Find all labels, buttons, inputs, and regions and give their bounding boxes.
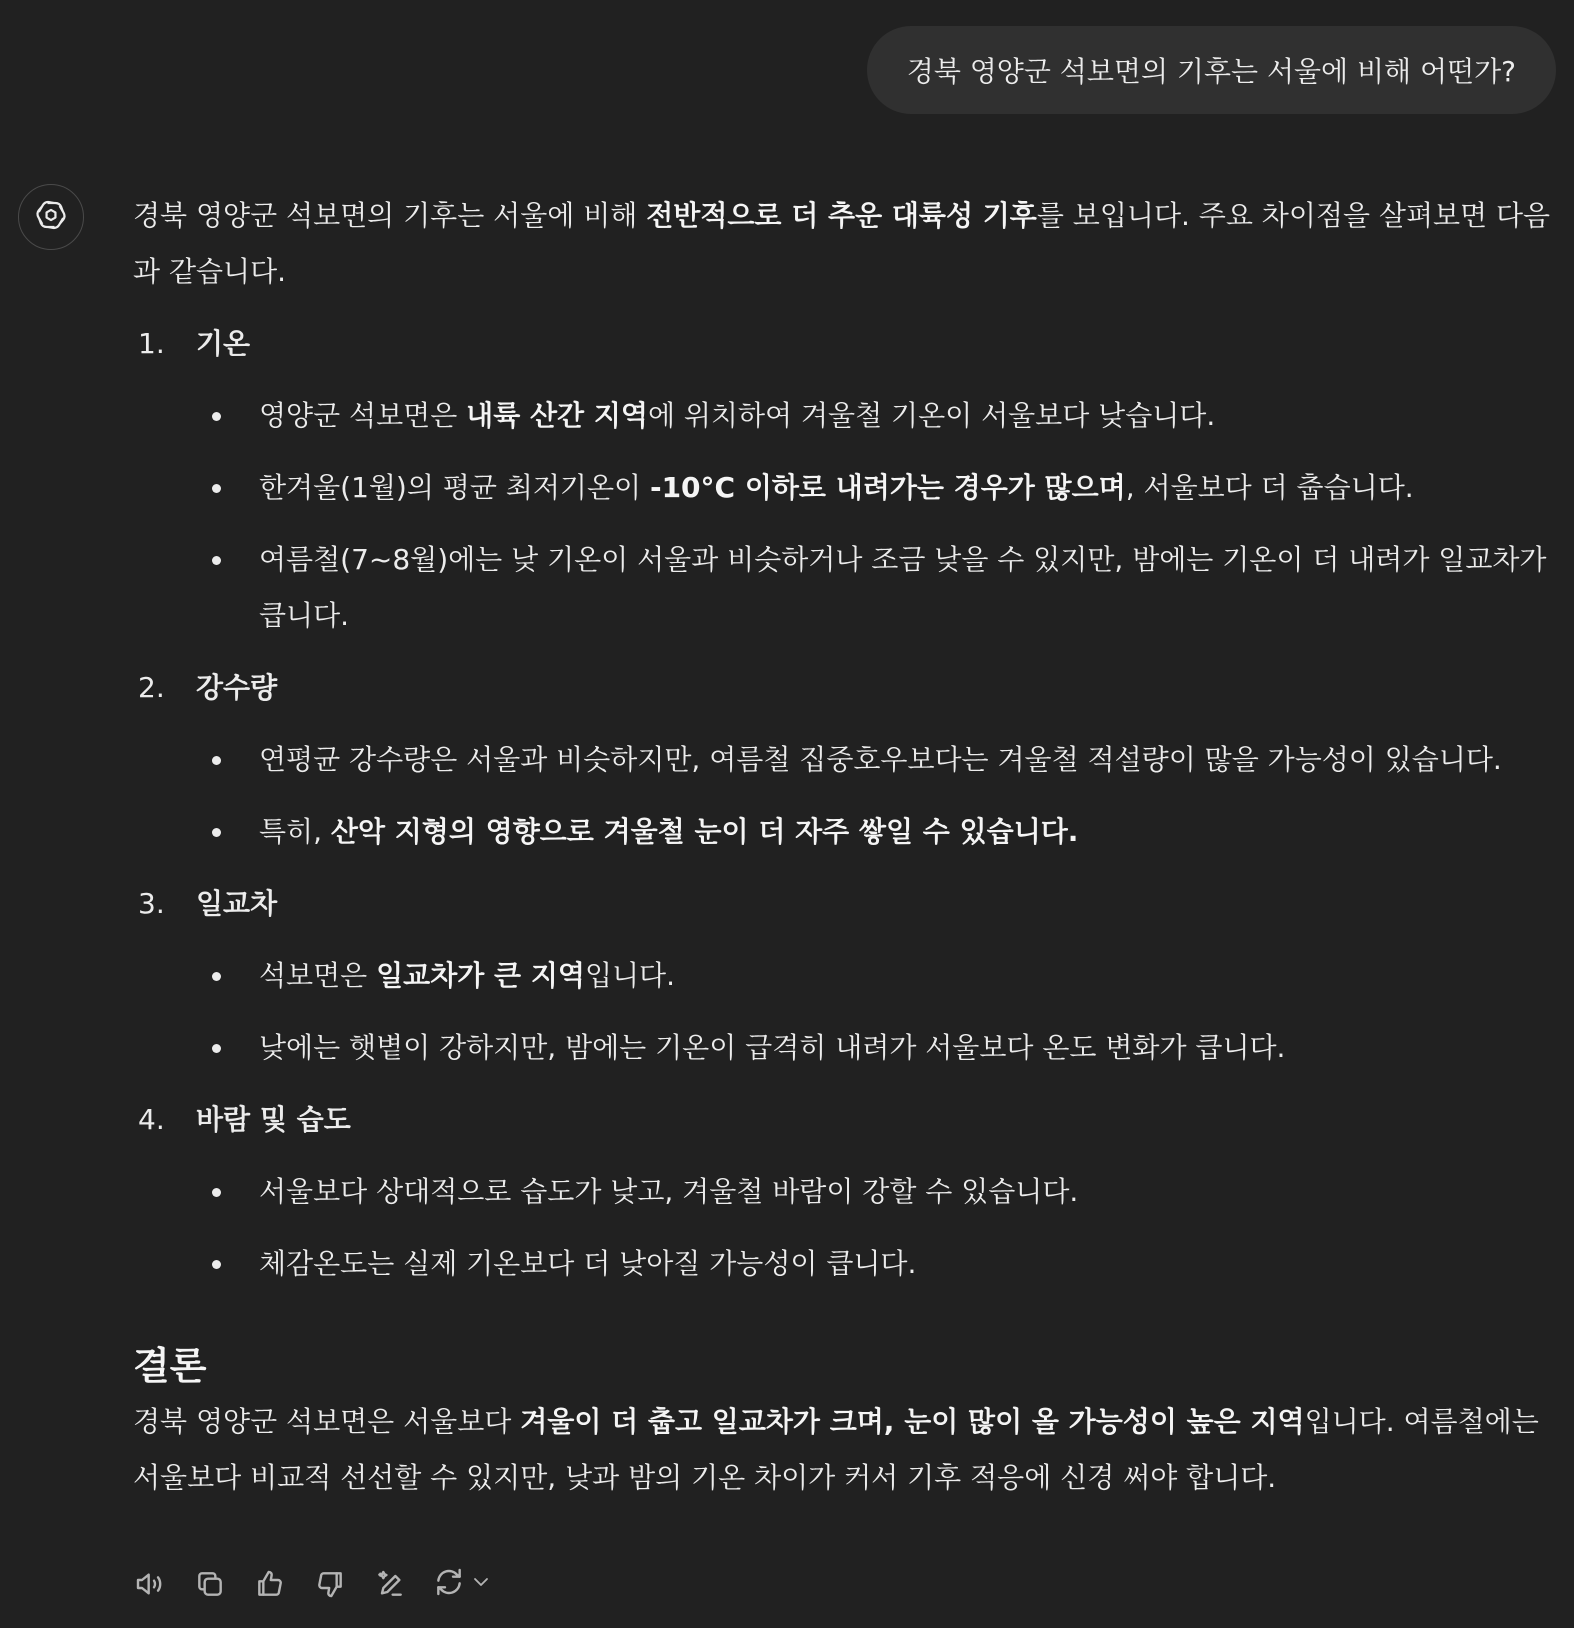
conclusion-heading: 결론 [133, 1344, 207, 1388]
copy-button[interactable] [193, 1567, 227, 1601]
intro-paragraph: 경북 영양군 석보면의 기후는 서울에 비해 전반적으로 더 추운 대륙성 기후를 보입니다. 주요 차이점을 살펴보면 다음과 같습니다. [133, 199, 1551, 288]
bullet-list [133, 732, 1558, 860]
bullet-bold-text: 내륙 산간 지역 [466, 399, 648, 432]
bullet-list [133, 948, 1558, 1076]
bullet-text: 에 위치하여 겨울철 기온이 서울보다 낮습니다. [647, 399, 1216, 432]
bullet-list [133, 1164, 1558, 1292]
bullet-bold-text: -10°C 이하로 내려가는 경우가 많으며 [649, 471, 1126, 504]
bullet-text: 연평균 강수량은 서울과 비슷하지만, 여름철 집중호우보다는 겨울철 적설량이 많을 가능성이 있습니다. [259, 743, 1502, 776]
bullet-dot-icon [212, 1188, 221, 1197]
section-heading [133, 660, 1558, 716]
copy-icon [194, 1568, 226, 1600]
bullet-item [133, 804, 1558, 860]
regenerate-button[interactable] [433, 1566, 493, 1602]
numbered-list [133, 316, 1558, 1292]
bullet-dot-icon [212, 828, 221, 837]
bullet-item [133, 1164, 1558, 1220]
section-title: 일교차 [196, 887, 278, 920]
assistant-message [133, 188, 1558, 1506]
list-section [133, 316, 1558, 644]
message-actions-toolbar [133, 1562, 493, 1606]
bullet-bold-text: 산악 지형의 영향으로 겨울철 눈이 더 자주 쌓일 수 있습니다. [330, 815, 1079, 848]
user-message-bubble [867, 26, 1556, 114]
section-title: 기온 [196, 327, 251, 360]
bullet-text: 석보면은 [259, 959, 377, 992]
bullet-item [133, 460, 1558, 516]
speaker-icon [134, 1568, 166, 1600]
bullet-dot-icon [212, 412, 221, 421]
section-title: 바람 및 습도 [196, 1103, 351, 1136]
thumbs-up-icon [254, 1568, 286, 1600]
openai-logo-icon [32, 196, 70, 238]
assistant-avatar [18, 184, 84, 250]
section-heading [133, 316, 1558, 372]
list-section [133, 1092, 1558, 1292]
conclusion-paragraph: 경북 영양군 석보면은 서울보다 겨울이 더 춥고 일교차가 크며, 눈이 많이 올 가능성이 높은 지역입니다. 여름철에는 서울보다 비교적 선선할 수 있지만, 낮과 밤의 기온 차이가 커서 기후 적응에 신경 써야 합니다. [133, 1405, 1539, 1494]
user-message-text: 경북 영양군 석보면의 기후는 서울에 비해 어떤가? [906, 55, 1516, 88]
section-number: 1. [138, 327, 165, 360]
bullet-text: 서울보다 상대적으로 습도가 낮고, 겨울철 바람이 강할 수 있습니다. [259, 1175, 1079, 1208]
bullet-text: 여름철(7~8월)에는 낮 기온이 서울과 비슷하거나 조금 낮을 수 있지만, 밤에는 기온이 더 내려가 일교차가 큽니다. [259, 543, 1547, 632]
bullet-text: 특히, [259, 815, 331, 848]
bullet-text: 체감온도는 실제 기온보다 더 낮아질 가능성이 큽니다. [259, 1247, 917, 1280]
good-response-button[interactable] [253, 1567, 287, 1601]
bullet-item [133, 1236, 1558, 1292]
list-section [133, 660, 1558, 860]
edit-canvas-icon [374, 1568, 406, 1600]
bullet-dot-icon [212, 1260, 221, 1269]
bullet-dot-icon [212, 972, 221, 981]
edit-in-canvas-button[interactable] [373, 1567, 407, 1601]
bullet-text: 영양군 석보면은 [259, 399, 467, 432]
section-title: 강수량 [196, 671, 278, 704]
section-heading [133, 876, 1558, 932]
read-aloud-button[interactable] [133, 1567, 167, 1601]
bullet-text: , 서울보다 더 춥습니다. [1125, 471, 1414, 504]
bullet-dot-icon [212, 556, 221, 565]
bullet-dot-icon [212, 756, 221, 765]
bullet-dot-icon [212, 1044, 221, 1053]
bullet-text: 한겨울(1월)의 평균 최저기온이 [259, 471, 650, 504]
bullet-item [133, 732, 1558, 788]
section-number: 4. [138, 1103, 165, 1136]
chevron-down-icon [469, 1570, 493, 1598]
bullet-dot-icon [212, 484, 221, 493]
list-section [133, 876, 1558, 1076]
bullet-item [133, 532, 1558, 644]
section-number: 3. [138, 887, 165, 920]
bullet-item [133, 388, 1558, 444]
regenerate-icon [433, 1566, 465, 1602]
section-heading [133, 1092, 1558, 1148]
bullet-item [133, 1020, 1558, 1076]
thumbs-down-icon [314, 1568, 346, 1600]
bullet-bold-text: 일교차가 큰 지역 [376, 959, 585, 992]
bullet-item [133, 948, 1558, 1004]
bullet-list [133, 388, 1558, 644]
bullet-text: 입니다. [584, 959, 675, 992]
section-number: 2. [138, 671, 165, 704]
bad-response-button[interactable] [313, 1567, 347, 1601]
bullet-text: 낮에는 햇볕이 강하지만, 밤에는 기온이 급격히 내려가 서울보다 온도 변화가 큽니다. [259, 1031, 1286, 1064]
